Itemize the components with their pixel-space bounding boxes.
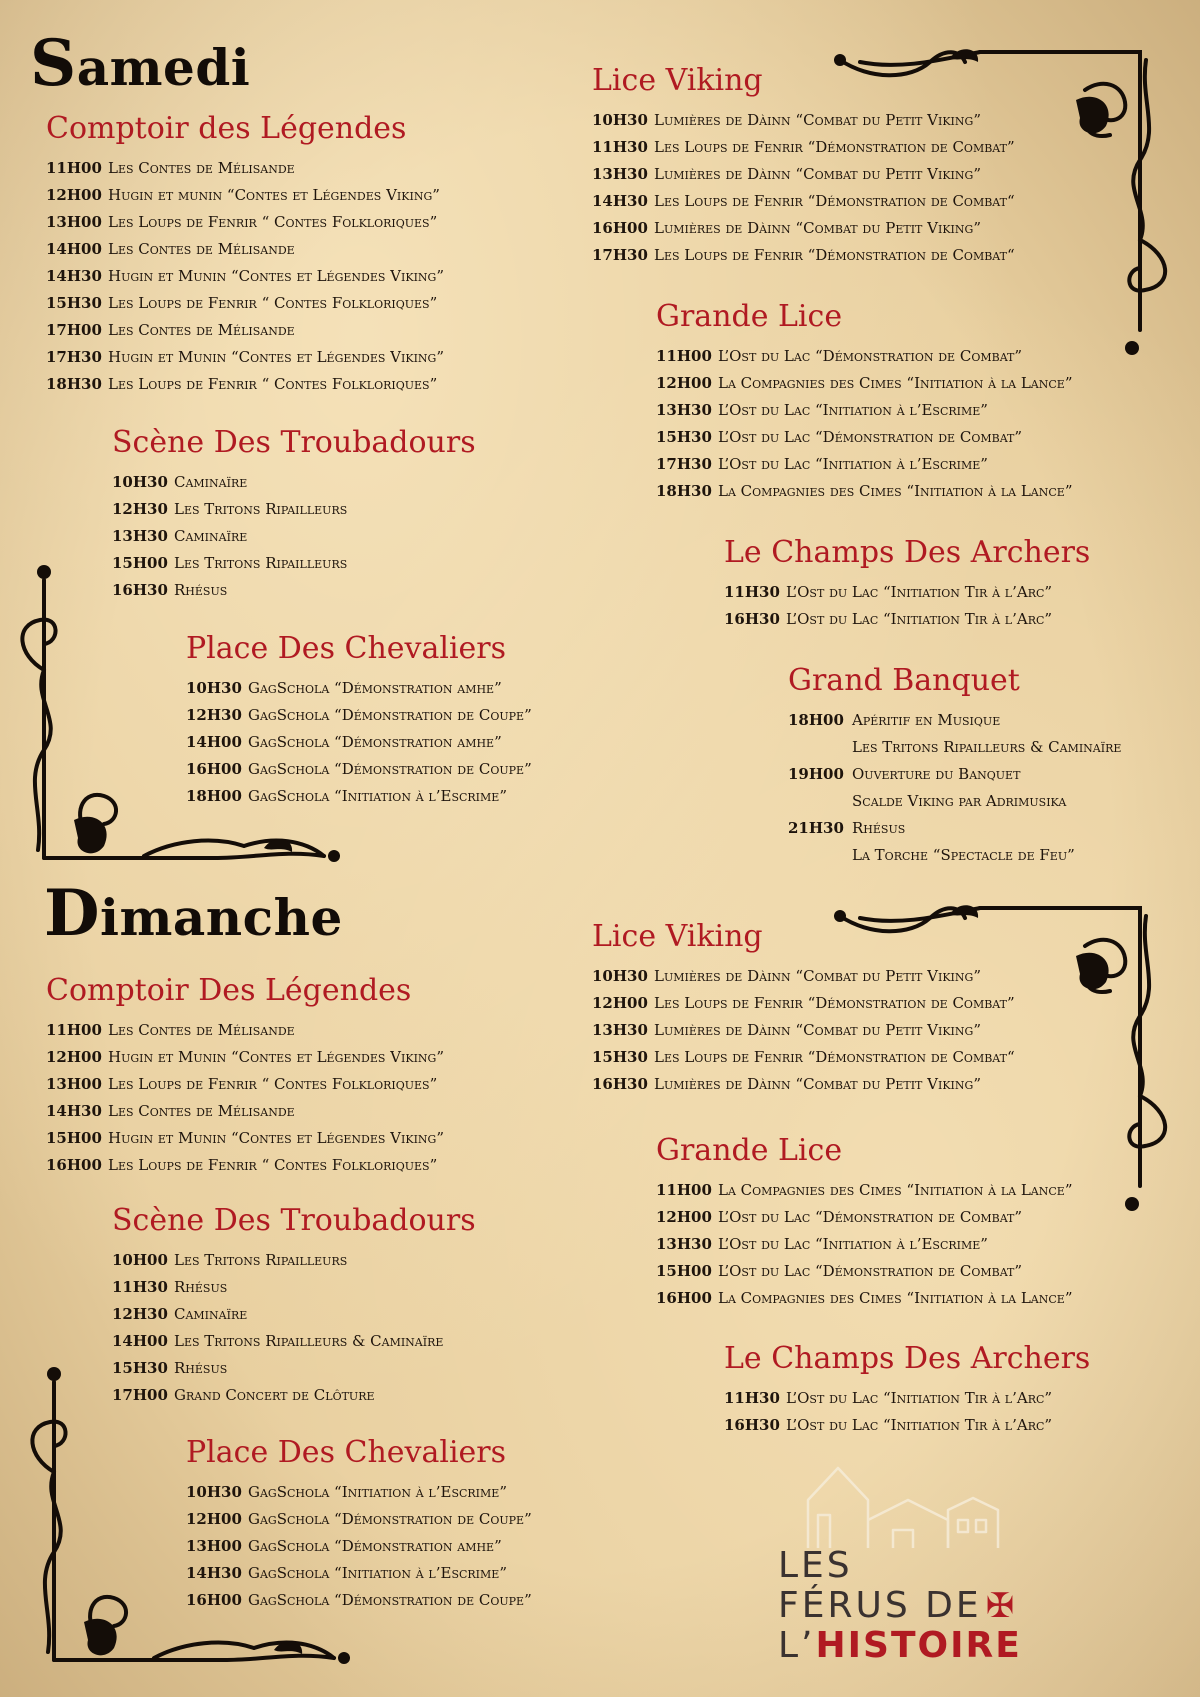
schedule-time: 11H30 — [724, 1389, 780, 1407]
schedule-row — [656, 478, 1072, 505]
schedule-act: Grand Concert de Clôture — [174, 1386, 375, 1404]
schedule-act: La Compagnies des Cimes “Initiation à la Lance” — [718, 1181, 1073, 1199]
section-title: Comptoir des Légendes — [46, 111, 407, 146]
schedule-time: 11H30 — [112, 1278, 168, 1296]
logo-line-3: L’HISTOIRE — [778, 1625, 1022, 1666]
schedule-act: GagSchola “Initiation à l’Escrime” — [248, 787, 507, 805]
schedule-time: 15H30 — [656, 428, 712, 446]
schedule-act: La Compagnies des Cimes “Initiation à la Lance” — [718, 482, 1073, 500]
schedule-time: 12H00 — [656, 374, 712, 392]
schedule-row — [46, 1152, 444, 1179]
schedule-row — [724, 1412, 1090, 1439]
schedule-act: Les Contes de Mélisande — [108, 1102, 295, 1120]
schedule-row — [46, 236, 444, 263]
schedule-time: 15H30 — [112, 1359, 168, 1377]
schedule-row — [46, 263, 444, 290]
schedule-act: Rhésus — [852, 819, 906, 837]
schedule-time: 15H00 — [112, 554, 168, 572]
schedule-act: Les Contes de Mélisande — [108, 240, 295, 258]
schedule-time: 14H30 — [592, 192, 648, 210]
schedule-row — [788, 734, 1121, 761]
schedule-act: Les Loups de Fenrir “Démonstration de Combat” — [654, 138, 1015, 156]
schedule-row — [46, 1071, 444, 1098]
schedule-act: Lumières de Dàinn “Combat du Petit Viking” — [654, 165, 981, 183]
section-title: Lice Viking — [592, 63, 763, 98]
schedule-act: L’Ost du Lac “Démonstration de Combat” — [718, 1208, 1023, 1226]
schedule-act: GagSchola “Démonstration amhe” — [248, 733, 502, 751]
schedule-act: Caminaïre — [174, 527, 248, 545]
schedule-time: 13H00 — [46, 1075, 102, 1093]
section-title: Comptoir Des Légendes — [46, 973, 412, 1008]
schedule-row — [46, 209, 444, 236]
schedule-row — [724, 1385, 1090, 1412]
schedule-row — [46, 182, 444, 209]
logo-line-2: FÉRUS DE ✠ — [778, 1585, 1018, 1626]
corner-ornament-left-dimanche-icon — [34, 1362, 364, 1682]
section-title: Place Des Chevaliers — [186, 1435, 507, 1470]
schedule-act: L’Ost du Lac “Initiation à l’Escrime” — [718, 1235, 988, 1253]
schedule-time: 12H30 — [112, 1305, 168, 1323]
schedule-time: 19H00 — [788, 765, 844, 783]
schedule-row — [788, 707, 1121, 734]
schedule-time: 10H30 — [112, 473, 168, 491]
schedule-act: GagSchola “Démonstration amhe” — [248, 1537, 502, 1555]
schedule-row — [656, 1285, 1072, 1312]
schedule-time: 11H00 — [46, 1021, 102, 1039]
schedule-time: 16H00 — [656, 1289, 712, 1307]
schedule-act: L’Ost du Lac “Initiation à l’Escrime” — [718, 401, 988, 419]
schedule-act: GagSchola “Démonstration amhe” — [248, 679, 502, 697]
schedule-act: Apéritif en Musique — [852, 711, 1001, 729]
schedule-time: 17H00 — [112, 1386, 168, 1404]
section-title: Place Des Chevaliers — [186, 631, 507, 666]
samedi-archers-section — [724, 536, 1090, 633]
schedule-time: 13H00 — [186, 1537, 242, 1555]
schedule-time: 18H00 — [788, 711, 844, 729]
day-title-dimanche: Dimanche — [44, 876, 343, 951]
schedule-act: Hugin et Munin “Contes et Légendes Viking” — [108, 1129, 445, 1147]
schedule-row — [46, 1125, 444, 1152]
schedule-row — [656, 370, 1072, 397]
schedule-time: 21H30 — [788, 819, 844, 837]
schedule-time: 15H00 — [46, 1129, 102, 1147]
schedule-time: 16H30 — [724, 610, 780, 628]
schedule-act: Ouverture du Banquet — [852, 765, 1021, 783]
section-title: Scène Des Troubadours — [112, 425, 476, 460]
schedule-act: La Compagnies des Cimes “Initiation à la Lance” — [718, 1289, 1073, 1307]
schedule-act: Rhésus — [174, 1278, 228, 1296]
schedule-time: 16H00 — [186, 1591, 242, 1609]
section-title: Grand Banquet — [788, 663, 1020, 698]
schedule-time: 10H30 — [592, 111, 648, 129]
schedule-time: 10H30 — [592, 967, 648, 985]
schedule-act: L’Ost du Lac “Initiation Tir à l’Arc” — [786, 610, 1053, 628]
schedule-time: 16H00 — [186, 760, 242, 778]
schedule-time: 13H30 — [656, 401, 712, 419]
schedule-act: Lumières de Dàinn “Combat du Petit Viking” — [654, 1075, 981, 1093]
schedule-act: Hugin et Munin “Contes et Légendes Viking” — [108, 267, 445, 285]
schedule-time: 13H30 — [592, 1021, 648, 1039]
schedule-time: 16H00 — [46, 1156, 102, 1174]
schedule-row — [788, 815, 1121, 842]
schedule-row — [724, 579, 1090, 606]
schedule-act: L’Ost du Lac “Démonstration de Combat” — [718, 1262, 1023, 1280]
section-title: Grande Lice — [656, 1133, 843, 1168]
schedule-act: Rhésus — [174, 1359, 228, 1377]
day-title-samedi: Samedi — [30, 26, 251, 101]
schedule-act: Les Tritons Ripailleurs — [174, 1251, 348, 1269]
schedule-row — [788, 788, 1121, 815]
schedule-act: Les Loups de Fenrir “ Contes Folkloriques” — [108, 294, 438, 312]
schedule-act: Scalde Viking par Adrimusika — [852, 792, 1067, 810]
schedule-time: 12H30 — [186, 706, 242, 724]
schedule-row — [112, 1247, 476, 1274]
schedule-act: L’Ost du Lac “Initiation Tir à l’Arc” — [786, 1416, 1053, 1434]
samedi-banquet-section — [788, 664, 1121, 869]
schedule-time: 15H30 — [46, 294, 102, 312]
schedule-act: Caminaïre — [174, 1305, 248, 1323]
schedule-time: 10H30 — [186, 1483, 242, 1501]
schedule-row — [46, 290, 444, 317]
schedule-time: 17H30 — [656, 455, 712, 473]
schedule-row — [656, 1258, 1072, 1285]
corner-ornament-left-samedi-icon — [24, 560, 354, 880]
schedule-time: 11H00 — [46, 159, 102, 177]
schedule-act: GagSchola “Initiation à l’Escrime” — [248, 1483, 507, 1501]
schedule-time: 13H30 — [112, 527, 168, 545]
schedule-act: Les Contes de Mélisande — [108, 159, 295, 177]
schedule-act: Les Contes de Mélisande — [108, 321, 295, 339]
schedule-act: La Torche “Spectacle de Feu” — [852, 846, 1075, 864]
schedule-time: 15H30 — [592, 1048, 648, 1066]
section-title: Lice Viking — [592, 919, 763, 954]
schedule-time: 12H30 — [112, 500, 168, 518]
schedule-time: 16H30 — [112, 581, 168, 599]
schedule-act: Hugin et munin “Contes et Légendes Viking” — [108, 186, 440, 204]
schedule-time: 15H00 — [656, 1262, 712, 1280]
schedule-act: L’Ost du Lac “Initiation Tir à l’Arc” — [786, 1389, 1053, 1407]
schedule-time: 12H00 — [656, 1208, 712, 1226]
schedule-row — [656, 451, 1072, 478]
schedule-act: Lumières de Dàinn “Combat du Petit Viking” — [654, 967, 981, 985]
schedule-time: 12H00 — [46, 1048, 102, 1066]
schedule-act: L’Ost du Lac “Démonstration de Combat” — [718, 428, 1023, 446]
schedule-time: 17H00 — [46, 321, 102, 339]
schedule-act: GagSchola “Démonstration de Coupe” — [248, 1591, 532, 1609]
schedule-time: 11H00 — [656, 1181, 712, 1199]
schedule-act: Les Tritons Ripailleurs — [174, 554, 348, 572]
schedule-time: 18H30 — [46, 375, 102, 393]
schedule-row — [112, 1328, 476, 1355]
schedule-act: GagSchola “Démonstration de Coupe” — [248, 1510, 532, 1528]
schedule-row — [112, 1274, 476, 1301]
schedule-row — [656, 424, 1072, 451]
schedule-act: Les Loups de Fenrir “ Contes Folkloriques” — [108, 1156, 438, 1174]
schedule-time: 16H00 — [592, 219, 648, 237]
schedule-row — [656, 1231, 1072, 1258]
schedule-act: L’Ost du Lac “Initiation Tir à l’Arc” — [786, 583, 1053, 601]
schedule-time: 11H00 — [656, 347, 712, 365]
schedule-row — [112, 496, 476, 523]
schedule-act: Les Loups de Fenrir “Démonstration de Combat“ — [654, 246, 1015, 264]
schedule-act: Les Contes de Mélisande — [108, 1021, 295, 1039]
schedule-time: 13H30 — [592, 165, 648, 183]
schedule-act: GagSchola “Démonstration de Coupe” — [248, 706, 532, 724]
schedule-act: Les Tritons Ripailleurs & Caminaïre — [174, 1332, 444, 1350]
schedule-time: 17H30 — [592, 246, 648, 264]
schedule-row — [46, 1044, 444, 1071]
schedule-act: Lumières de Dàinn “Combat du Petit Viking” — [654, 1021, 981, 1039]
schedule-row — [788, 761, 1121, 788]
schedule-time: 14H30 — [46, 267, 102, 285]
schedule-time: 12H00 — [186, 1510, 242, 1528]
schedule-time: 14H00 — [186, 733, 242, 751]
schedule-row — [112, 523, 476, 550]
schedule-row — [724, 606, 1090, 633]
schedule-time: 17H30 — [46, 348, 102, 366]
schedule-act: Les Tritons Ripailleurs & Caminaïre — [852, 738, 1122, 756]
schedule-time: 16H30 — [724, 1416, 780, 1434]
dimanche-archers-section — [724, 1342, 1090, 1439]
schedule-time: 16H30 — [592, 1075, 648, 1093]
schedule-time: 12H00 — [46, 186, 102, 204]
schedule-time: 14H00 — [112, 1332, 168, 1350]
schedule-time: 12H00 — [592, 994, 648, 1012]
schedule-time: 14H30 — [46, 1102, 102, 1120]
schedule-act: GagSchola “Démonstration de Coupe” — [248, 760, 532, 778]
templar-cross-icon: ✠ — [985, 1586, 1018, 1626]
schedule-act: Les Loups de Fenrir “Démonstration de Combat“ — [654, 192, 1015, 210]
dimanche-comptoir-section — [46, 974, 444, 1179]
schedule-row — [112, 1301, 476, 1328]
schedule-row — [46, 155, 444, 182]
section-title: Le Champs Des Archers — [724, 1341, 1091, 1376]
corner-ornament-top-right-icon — [840, 40, 1170, 360]
les-ferus-logo — [778, 1460, 1038, 1666]
section-title: Grande Lice — [656, 299, 843, 334]
schedule-act: Caminaïre — [174, 473, 248, 491]
castle-outline-icon — [798, 1460, 1008, 1550]
schedule-row — [46, 344, 444, 371]
schedule-time: 10H00 — [112, 1251, 168, 1269]
schedule-act: Les Loups de Fenrir “Démonstration de Combat“ — [654, 1048, 1015, 1066]
schedule-act: L’Ost du Lac “Démonstration de Combat” — [718, 347, 1023, 365]
schedule-act: Lumières de Dàinn “Combat du Petit Viking” — [654, 219, 981, 237]
schedule-act: L’Ost du Lac “Initiation à l’Escrime” — [718, 455, 988, 473]
schedule-act: Les Tritons Ripailleurs — [174, 500, 348, 518]
schedule-act: Rhésus — [174, 581, 228, 599]
schedule-act: Les Loups de Fenrir “Démonstration de Combat” — [654, 994, 1015, 1012]
schedule-time: 14H30 — [186, 1564, 242, 1582]
corner-ornament-middle-right-icon — [840, 896, 1170, 1216]
schedule-time — [788, 842, 852, 869]
schedule-time: 18H30 — [656, 482, 712, 500]
schedule-time: 18H00 — [186, 787, 242, 805]
schedule-row — [112, 469, 476, 496]
schedule-time: 11H30 — [724, 583, 780, 601]
schedule-row — [46, 317, 444, 344]
schedule-act: Les Loups de Fenrir “ Contes Folkloriques” — [108, 213, 438, 231]
schedule-time: 11H30 — [592, 138, 648, 156]
schedule-row — [46, 1098, 444, 1125]
schedule-row — [46, 1017, 444, 1044]
schedule-act: Les Loups de Fenrir “ Contes Folkloriques” — [108, 1075, 438, 1093]
schedule-time: 13H00 — [46, 213, 102, 231]
schedule-row — [46, 371, 444, 398]
section-title: Scène Des Troubadours — [112, 1203, 476, 1238]
schedule-time: 14H00 — [46, 240, 102, 258]
schedule-act: GagSchola “Initiation à l’Escrime” — [248, 1564, 507, 1582]
section-title: Le Champs Des Archers — [724, 535, 1091, 570]
samedi-comptoir-section — [46, 112, 444, 398]
schedule-act: Hugin et Munin “Contes et Légendes Viking” — [108, 1048, 445, 1066]
schedule-time — [788, 734, 852, 761]
schedule-row — [656, 397, 1072, 424]
schedule-act: Les Loups de Fenrir “ Contes Folkloriques” — [108, 375, 438, 393]
schedule-time: 10H30 — [186, 679, 242, 697]
schedule-row — [788, 842, 1121, 869]
schedule-time — [788, 788, 852, 815]
schedule-act: La Compagnies des Cimes “Initiation à la Lance” — [718, 374, 1073, 392]
schedule-act: Lumières de Dàinn “Combat du Petit Viking” — [654, 111, 981, 129]
schedule-time: 13H30 — [656, 1235, 712, 1253]
schedule-act: Hugin et Munin “Contes et Légendes Viking” — [108, 348, 445, 366]
logo-line-1: LES — [778, 1545, 853, 1586]
